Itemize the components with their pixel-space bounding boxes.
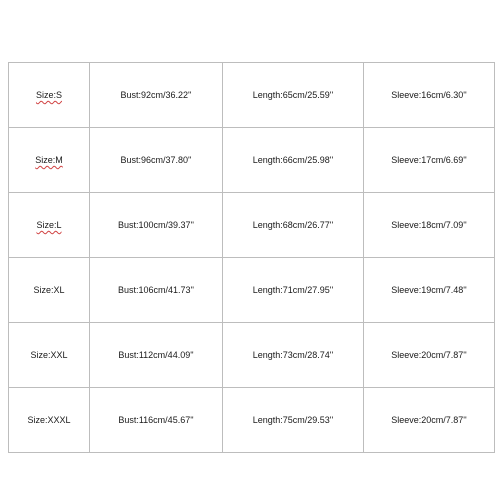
size-cell xyxy=(9,388,90,453)
table-row xyxy=(9,128,495,193)
size-cell xyxy=(9,193,90,258)
length-cell: Length:66cm/25.98'' xyxy=(223,128,364,193)
table-row xyxy=(9,193,495,258)
size-cell xyxy=(9,258,90,323)
bust-cell: Bust:100cm/39.37'' xyxy=(90,193,223,258)
sleeve-cell: Sleeve:20cm/7.87'' xyxy=(364,323,495,388)
length-cell: Length:71cm/27.95'' xyxy=(223,258,364,323)
bust-cell: Bust:106cm/41.73'' xyxy=(90,258,223,323)
sleeve-cell: Sleeve:18cm/7.09'' xyxy=(364,193,495,258)
table-row xyxy=(9,63,495,128)
length-cell: Length:73cm/28.74'' xyxy=(223,323,364,388)
sleeve-cell: Sleeve:16cm/6.30'' xyxy=(364,63,495,128)
table-row xyxy=(9,258,495,323)
size-chart-table xyxy=(8,62,495,453)
table-row xyxy=(9,323,495,388)
size-label: Size:M xyxy=(35,155,63,165)
size-cell xyxy=(9,128,90,193)
size-cell xyxy=(9,63,90,128)
sleeve-cell: Sleeve:20cm/7.87'' xyxy=(364,388,495,453)
size-label: Size:L xyxy=(36,220,62,230)
size-cell xyxy=(9,323,90,388)
size-label: Size:XL xyxy=(33,285,65,295)
sleeve-cell: Sleeve:17cm/6.69'' xyxy=(364,128,495,193)
table-row xyxy=(9,388,495,453)
size-label: Size:XXL xyxy=(30,350,68,360)
size-label: Size:S xyxy=(35,90,62,100)
sleeve-cell: Sleeve:19cm/7.48'' xyxy=(364,258,495,323)
length-cell: Length:65cm/25.59'' xyxy=(223,63,364,128)
length-cell: Length:75cm/29.53'' xyxy=(223,388,364,453)
bust-cell: Bust:92cm/36.22'' xyxy=(90,63,223,128)
size-label: Size:XXXL xyxy=(27,415,71,425)
bust-cell: Bust:96cm/37.80'' xyxy=(90,128,223,193)
bust-cell: Bust:112cm/44.09'' xyxy=(90,323,223,388)
length-cell: Length:68cm/26.77'' xyxy=(223,193,364,258)
bust-cell: Bust:116cm/45.67'' xyxy=(90,388,223,453)
